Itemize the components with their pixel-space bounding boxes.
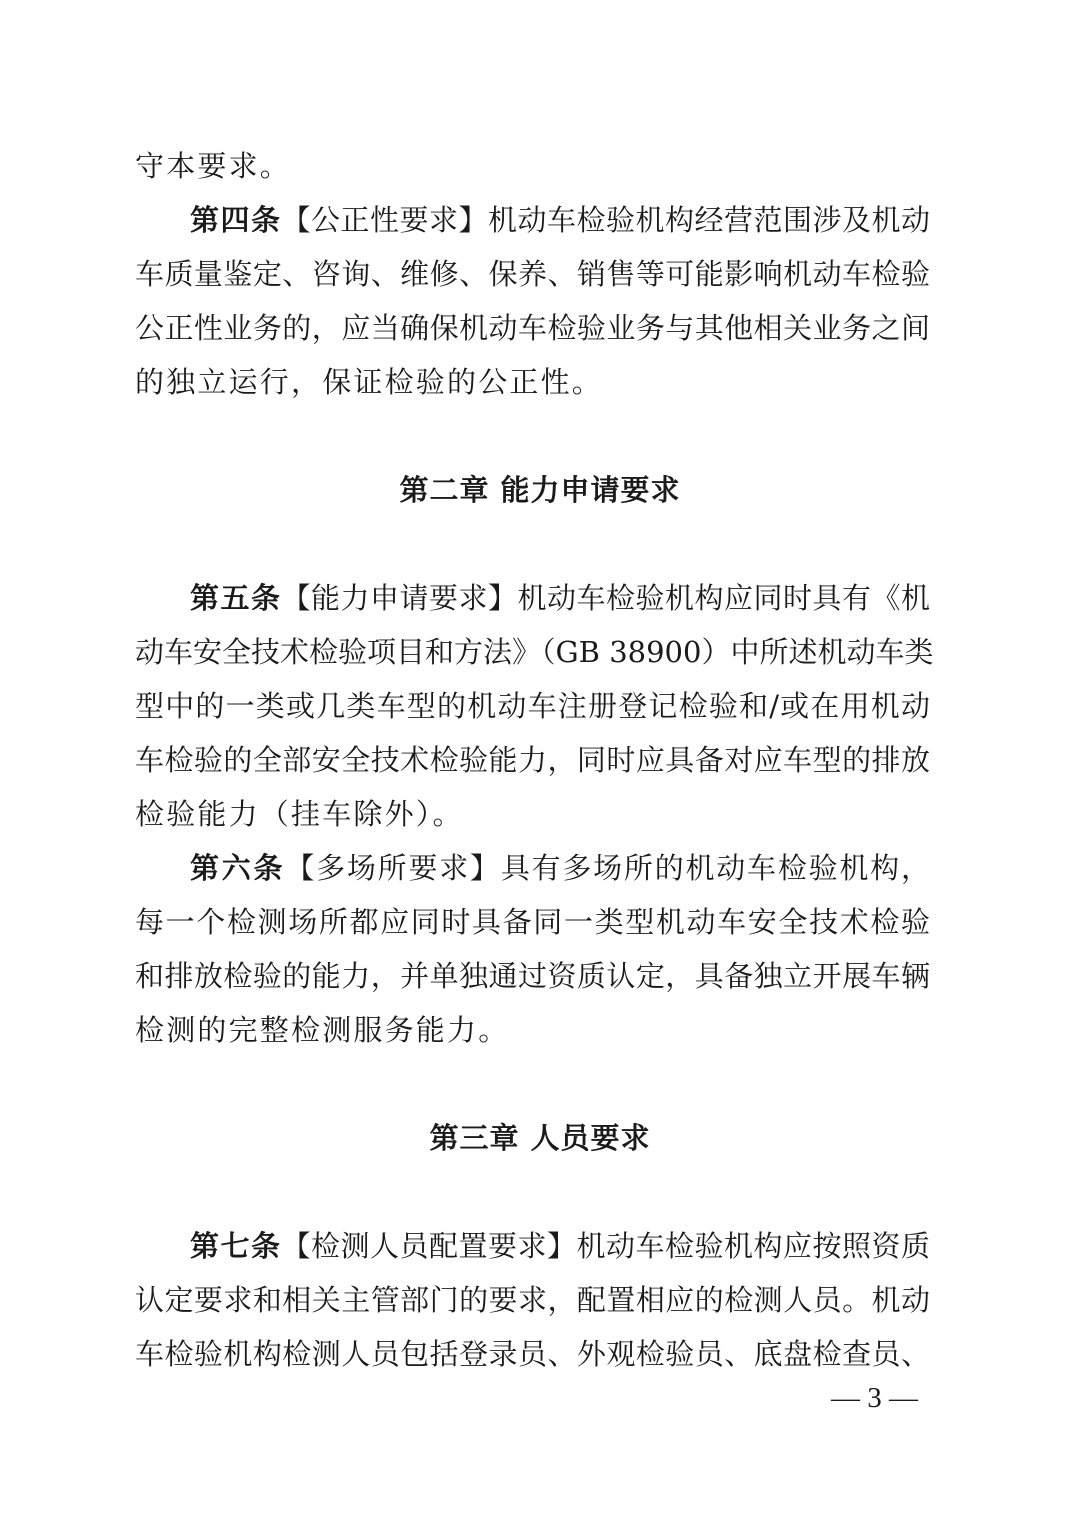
page-number: — 3 — xyxy=(831,1382,918,1414)
article-tag: 【检测人员配置要求】 xyxy=(281,1229,577,1263)
text-line: 检验能力（挂车除外）。 xyxy=(135,797,464,831)
article-4-heading-line xyxy=(190,193,930,247)
text-line: 动车安全技术检验项目和方法》（GB 38900）中所述机动车类 xyxy=(135,635,934,669)
article-number: 第四条 xyxy=(190,203,282,237)
text-line: 车质量鉴定、咨询、维修、保养、销售等可能影响机动车检验 xyxy=(135,257,930,291)
article-5-heading-line xyxy=(190,571,930,625)
article-text: 机动车检验机构应同时具有《机 xyxy=(517,581,930,615)
chapter-heading: 第三章 人员要求 xyxy=(429,1121,651,1155)
article-text: 机动车检验机构经营范围涉及机动 xyxy=(488,203,930,237)
text-line: 和排放检验的能力，并单独通过资质认定，具备独立开展车辆 xyxy=(135,959,930,993)
chapter-heading: 第二章 能力申请要求 xyxy=(399,473,681,507)
article-number: 第五条 xyxy=(190,581,282,615)
text-line: 公正性业务的，应当确保机动车检验业务与其他相关业务之间 xyxy=(135,311,930,345)
text-line: 守本要求。 xyxy=(135,149,292,183)
article-text: 机动车检验机构应按照资质 xyxy=(576,1229,930,1263)
article-number: 第七条 xyxy=(190,1229,282,1263)
article-tag: 【多场所要求】 xyxy=(285,851,501,885)
text-line: 车检验机构检测人员包括登录员、外观检验员、底盘检查员、 xyxy=(135,1337,930,1371)
article-tag: 【能力申请要求】 xyxy=(281,581,518,615)
text-line: 每一个检测场所都应同时具备同一类型机动车安全技术检验 xyxy=(135,905,930,939)
text-line: 的独立运行，保证检验的公正性。 xyxy=(135,365,604,399)
text-line: 型中的一类或几类车型的机动车注册登记检验和/或在用机动 xyxy=(135,689,930,723)
text-line: 认定要求和相关主管部门的要求，配置相应的检测人员。机动 xyxy=(135,1283,930,1317)
article-text: 具有多场所的机动车检验机构， xyxy=(500,851,930,885)
article-tag: 【公正性要求】 xyxy=(281,203,488,237)
article-6-heading-line xyxy=(190,841,930,895)
article-number: 第六条 xyxy=(190,851,286,885)
text-line: 检测的完整检测服务能力。 xyxy=(135,1013,510,1047)
article-7-heading-line xyxy=(190,1219,930,1273)
text-line: 车检验的全部安全技术检验能力，同时应具备对应车型的排放 xyxy=(135,743,930,777)
